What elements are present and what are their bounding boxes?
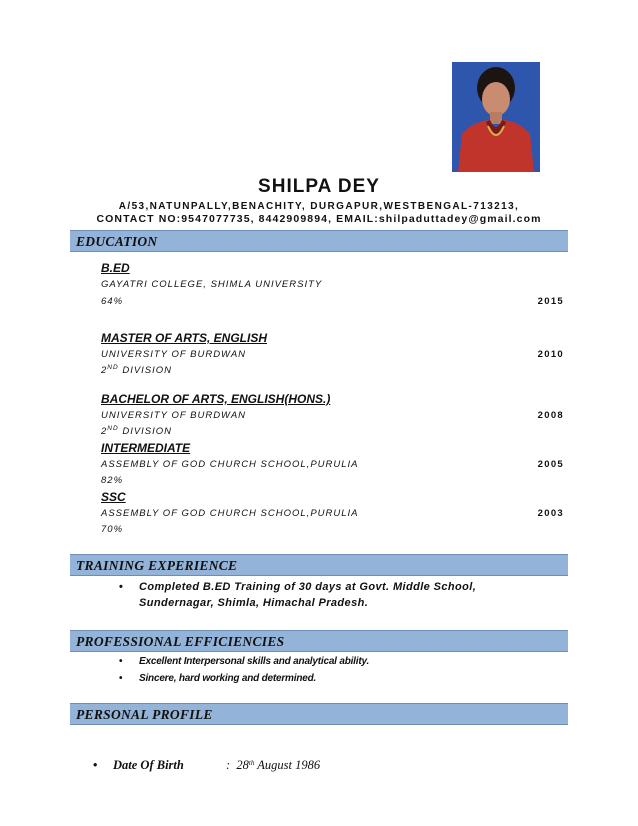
degree-ba: BACHELOR OF ARTS, ENGLISH(HONS.) xyxy=(101,392,331,406)
institution-ma: UNIVERSITY OF BURDWAN xyxy=(101,349,247,360)
contact-line: CONTACT NO:9547077735, 8442909894, EMAIL:shilpaduttadey@gmail.com xyxy=(96,213,542,225)
division-ba: 2ND DIVISION xyxy=(101,425,173,437)
result-intermediate: 82% xyxy=(101,475,124,486)
dob-item xyxy=(93,758,184,773)
dob-value: : 28th August 1986 xyxy=(226,758,321,772)
efficiency-item xyxy=(119,656,370,667)
result-bed: 64% xyxy=(101,296,124,307)
dob-label: Date Of Birth xyxy=(113,758,184,772)
address-line: A/53,NATUNPALLY,BENACHITY, DURGAPUR,WESTBENGAL-713213, xyxy=(118,201,520,212)
section-header-education: EDUCATION xyxy=(70,230,568,252)
bullet-icon: • xyxy=(119,656,123,667)
training-item xyxy=(119,581,477,593)
degree-ssc: SSC xyxy=(101,490,126,504)
institution-bed: GAYATRI COLLEGE, SHIMLA UNIVERSITY xyxy=(101,279,323,290)
efficiency-text: Excellent Interpersonal skills and analytical ability. xyxy=(139,656,370,667)
year-bed: 2015 xyxy=(537,296,564,307)
result-ssc: 70% xyxy=(101,524,124,535)
institution-intermediate: ASSEMBLY OF GOD CHURCH SCHOOL,PURULIA xyxy=(101,459,359,470)
section-header-profile: PERSONAL PROFILE xyxy=(70,703,568,725)
bullet-icon: • xyxy=(93,758,98,772)
efficiency-text: Sincere, hard working and determined. xyxy=(139,673,317,684)
institution-ba: UNIVERSITY OF BURDWAN xyxy=(101,410,247,421)
year-ba: 2008 xyxy=(537,410,564,421)
degree-ma: MASTER OF ARTS, ENGLISH xyxy=(101,331,268,345)
year-ma: 2010 xyxy=(537,349,564,360)
section-header-efficiencies: PROFESSIONAL EFFICIENCIES xyxy=(70,630,568,652)
training-line-2: Sundernagar, Shimla, Himachal Pradesh. xyxy=(139,597,369,609)
profile-photo xyxy=(452,62,540,172)
efficiency-item xyxy=(119,673,317,684)
division-ma: 2ND DIVISION xyxy=(101,364,173,376)
degree-intermediate: INTERMEDIATE xyxy=(101,441,191,455)
year-ssc: 2003 xyxy=(537,508,564,519)
candidate-name: SHILPA DEY xyxy=(258,176,380,197)
year-intermediate: 2005 xyxy=(537,459,564,470)
bullet-icon: • xyxy=(119,581,124,593)
training-line-1: Completed B.ED Training of 30 days at Govt. Middle School, xyxy=(139,581,477,593)
degree-bed: B.ED xyxy=(101,261,130,275)
institution-ssc: ASSEMBLY OF GOD CHURCH SCHOOL,PURULIA xyxy=(101,508,359,519)
section-header-training: TRAINING EXPERIENCE xyxy=(70,554,568,576)
bullet-icon: • xyxy=(119,673,123,684)
